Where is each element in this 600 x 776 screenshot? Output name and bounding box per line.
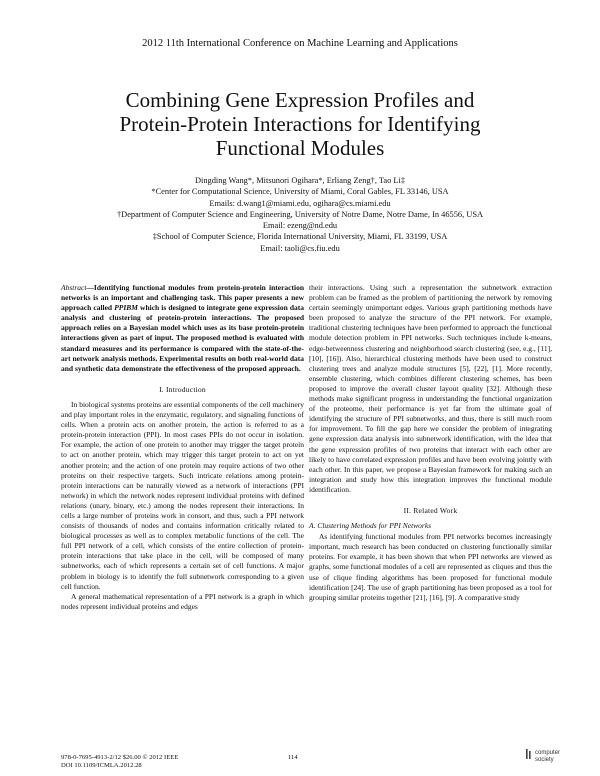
page-number: 114 — [288, 754, 298, 761]
email-3: Email: taoli@cs.fiu.edu — [260, 243, 340, 253]
conference-header: 2012 11th International Conference on Machine Learning and Applications — [142, 38, 458, 49]
title-line: Protein-Protein Interactions for Identifying — [119, 112, 481, 136]
affiliation-1: *Center for Computational Science, University of Miami, Coral Gables, FL 33146, USA — [151, 187, 449, 197]
title-line: Functional Modules — [215, 136, 385, 160]
intro-paragraph-continued: their interactions. Using such a representation the subnetwork extraction problem can be framed as the problem of partitioning the network by removing certain seemingly unimportant edges. Various graph partitioning methods have been proposed to analyze the structure of the PPI network. For example, traditional clustering techniques have been performed to approach the functional module detection problem in PPI networks. Such techniques include k-means, edge-betweenness clustering and neighborhood search clustering (see, e.g., [11], [10], [16]). Also, hierarchical clustering methods have been used to construct clustering trees and analyze module structures [5], [22], [1]. More recently, ensemble clustering, which combines different clustering schemes, has been proposed to improve the overall cluster layout quality [32]. Although these methods make significant progress in understanding the functional organization of the proteome, their performance is yet far from the ultimate goal of identifying the structure of PPI subnetworks, and thus, there is still much room for improvement. To fill the gap here we consider the problem of integrating gene expression data analysis into subnetwork identification, with the idea that the gene expression profiles of two proteins that interact with each other are likely to have correlated expression profiles and have been evolving jointly with each other. In this paper, we propose a Bayesian framework for making such an integration and study how this integration improves the functional module identification. — [309, 283, 552, 494]
abstract — [61, 283, 304, 374]
author-block — [20, 175, 580, 254]
left-column — [61, 283, 304, 612]
affiliation-2: †Department of Computer Science and Engineering, University of Notre Dame, Notre Dame, In 46556, USA — [116, 209, 484, 219]
paper-title — [60, 88, 540, 160]
abstract-label: Abstract — [61, 283, 87, 292]
subsection-heading: A. Clustering Methods for PPI Networks — [309, 521, 432, 531]
section-heading-introduction: I. Introduction — [159, 384, 206, 394]
ieee-logo-icon — [524, 748, 534, 768]
email-1: Emails: d.wang1@miami.edu, ogihara@cs.miami.edu — [209, 198, 391, 208]
email-2: Email: ezeng@nd.edu — [262, 221, 338, 231]
right-column — [309, 283, 552, 603]
title-line: Combining Gene Expression Profiles and — [125, 88, 475, 112]
method-name: PPIBM — [114, 303, 138, 313]
abstract-text-before: —Identifying functional modules from protein-protein interaction networks is an important and challenging task. This paper presents a new approach called — [61, 283, 304, 313]
logo-text-society: society — [535, 756, 554, 763]
intro-paragraph-1: In biological systems proteins are essential components of the cell machinery and play important roles in the enzymatic, regulatory, and signaling functions of cells. When a protein acts on another protein, the action is referred to as a protein-protein interaction (PPI). In most cases PPIs do not occur in isolation. For example, the action of one protein to another may trigger the target protein to act on another protein, which may trigger this target protein to act on yet another protein; and the action of one protein may require actions of two other proteins on their respective targets. Such intricate relations among protein-protein interactions can be naturally viewed as a network of interactions (PPI network) in which the network nodes represent individual proteins with defined relations (unary, binary, etc.) among the nodes represent their interactions. In cells a large number of proteins work in consort, and thus, such a PPI network consists of thousands of nodes and contains information critically related to biological processes as well as to complex metabolic functions of the cell. The full PPI network of a cell, which consists of the entire collection of protein-protein interactions that take place in the cell, will be composed of many subnetworks, each of which represents a certain set of cell functions. A major problem in biology is to identify the full subnetwork corresponding to a given cell function. — [61, 399, 304, 591]
logo-text-computer: computer — [535, 750, 561, 756]
isbn-line: 978-0-7695-4913-2/12 $26.00 © 2012 IEEE — [61, 754, 179, 761]
footer-copyright — [61, 754, 178, 770]
affiliation-3: ‡School of Computer Science, Florida International University, Miami, FL 33199, USA — [152, 232, 448, 242]
related-paragraph-1: As identifying functional modules from PPI networks becomes increasingly important, much research has been conducted on clustering functionally similar proteins. For example, it has been shown that when PPI networks are viewed as graphs, some functional modules of a cell are represented as cliques and thus the use of clique finding algorithms has been proposed for functional module identification [24]. The use of graph partitioning has been proposed as a tool for grouping similar proteins together [21], [16], [9]. A comparative study — [309, 532, 552, 602]
author-names: Dingding Wang*, Mitsunori Ogihara*, Erliang Zeng†, Tao Li‡ — [194, 176, 406, 185]
abstract-text-after: which is designed to integrate gene expression data analysis and clustering of protein-protein interactions. The proposed approach relies on a Bayesian model which uses as its base protein-protein interactions given as part of input. The proposed method is evaluated with standard measures and its performance is compared with the state-of-the-art network analysis methods. Experimental results on both real-world data and synthetic data demonstrate the effectiveness of the proposed approach. — [61, 303, 304, 373]
intro-paragraph-2: A general mathematical representation of a PPI network is a graph in which nodes represent individual proteins and edges — [61, 591, 304, 611]
section-heading-related-work: II. Related Work — [403, 505, 458, 515]
doi-line: DOI 10.1109/ICMLA.2012.28 — [61, 762, 142, 769]
computer-society-logo — [524, 748, 564, 770]
